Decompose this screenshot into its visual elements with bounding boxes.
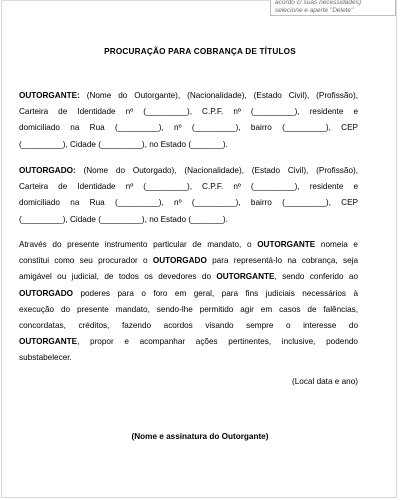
note-line-2: selecione e aperte "Delete": [275, 6, 354, 14]
mandate-line-1c: nomeia e: [315, 240, 358, 249]
outorgante-line-3: domiciliado na Rua (_________), nº (_________), bairro (_________), CEP: [19, 123, 358, 133]
mandate-line-6: concordatas, créditos, fazendo acordos visando sempre o interesse do: [19, 321, 358, 331]
outorgado-line-1-text: (Nome do Outorgado), (Nacionalidade), (Estado Civil), (Profissão),: [75, 166, 358, 175]
mandate-line-3: [19, 269, 358, 285]
outorgante-label: OUTORGANTE:: [19, 91, 80, 100]
mandate-line-7-bold: OUTORGANTE: [19, 337, 78, 347]
mandate-line-7: [19, 334, 358, 350]
outorgado-line-2: Carteira de Identidade nº (_________), C.P.F. nº (_________), residente e: [19, 182, 358, 192]
mandate-line-3c: , sendo conferido ao: [274, 272, 358, 282]
mandate-line-2: [19, 253, 358, 269]
mandate-paragraph: [19, 237, 358, 367]
mandate-line-3-bold: OUTORGANTE: [216, 272, 275, 282]
outorgado-line-4: (_________), Cidade (_________), no Estado (_______).: [19, 214, 228, 224]
outorgado-label: OUTORGADO:: [19, 166, 76, 175]
outorgado-line-1: [19, 163, 358, 179]
mandate-line-4-bold: OUTORGADO: [19, 288, 73, 298]
note-line-1: acordo c/ suas necessidades): [275, 0, 361, 6]
instruction-note: [270, 0, 396, 16]
local-date-placeholder: (Local data e ano): [292, 377, 358, 386]
mandate-line-1a: Através do presente instrumento particular de mandato, o: [19, 240, 258, 249]
outorgado-paragraph: [19, 163, 358, 228]
mandate-line-2a: constitui como seu procurador o: [19, 256, 153, 266]
outorgante-line-4: (_________), Cidade (_________), no Estado (_______).: [19, 139, 228, 149]
signature-placeholder: (Nome e assinatura do Outorgante): [131, 432, 269, 441]
outorgante-line-1-text: (Nome do Outorgante), (Nacionalidade), (Estado Civil), (Profissão),: [79, 91, 358, 100]
mandate-line-2-bold: OUTORGADO: [152, 256, 207, 266]
mandate-line-4b: poderes para o foro em geral, para fins judiciais necessários à: [72, 288, 358, 298]
mandate-line-4: [19, 286, 358, 302]
document-title: PROCURAÇÃO PARA COBRANÇA DE TÍTULOS: [104, 47, 296, 56]
mandate-line-1: [19, 237, 358, 253]
outorgado-line-3: domiciliado na Rua (_________), nº (_________), bairro (_________), CEP: [19, 198, 358, 208]
mandate-line-7b: , propor e acompanhar ações pertinentes, inclusive, podendo: [77, 337, 358, 347]
outorgante-line-2: Carteira de Identidade nº (_________), C.P.F. nº (_________), residente e: [19, 107, 358, 117]
mandate-line-5: execução do presente mandato, sendo-lhe permitido agir em casos de falências,: [19, 304, 358, 314]
mandate-line-8: substabelecer.: [19, 353, 72, 363]
mandate-line-2c: para representá-lo na cobrança, seja: [206, 256, 358, 266]
outorgante-line-1: [19, 88, 358, 104]
mandate-line-3a: amigável ou judicial, de todos os devedores do: [19, 272, 217, 282]
outorgante-paragraph: [19, 88, 358, 153]
mandate-line-1-bold: OUTORGANTE: [257, 240, 316, 249]
